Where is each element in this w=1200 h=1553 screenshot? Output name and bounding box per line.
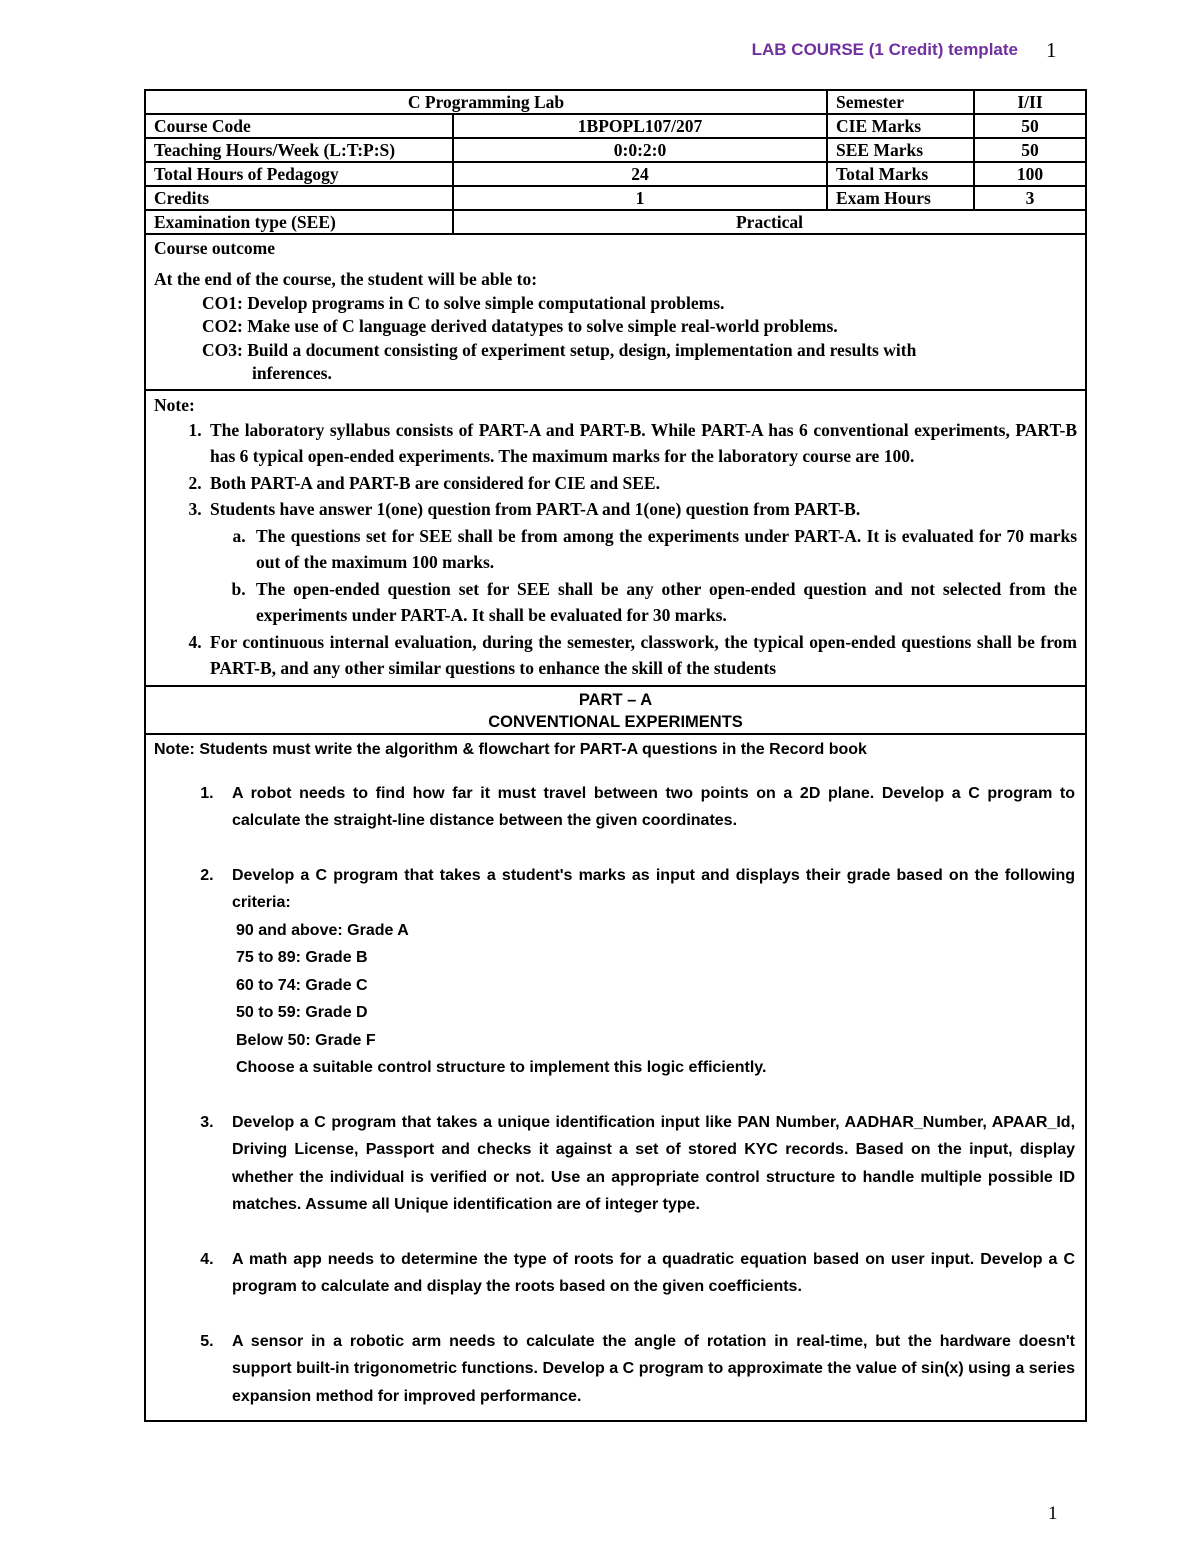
- grade-criteria-line: 60 to 74: Grade C: [236, 976, 368, 994]
- note-item: [206, 496, 1077, 629]
- note-item: 1. The laboratory syllabus consists of PART-A and PART-B. While PART-A has 6 conventional experiments, PART-B has 6 typical open-ended experiments. The maximum marks for the laboratory course are 100.: [206, 417, 1077, 470]
- course-outcome-row: [145, 234, 1086, 390]
- part-a-heading-row: [145, 686, 1086, 734]
- course-outcome-item: CO1: Develop programs in C to solve simple computational problems.: [202, 292, 725, 313]
- note-list: [154, 417, 1077, 682]
- pedagogy-hours-value: 24: [453, 162, 827, 186]
- grade-criteria-line: 90 and above: Grade A: [236, 921, 409, 939]
- credits-label: Credits: [145, 186, 453, 210]
- teaching-hours-label: Teaching Hours/Week (L:T:P:S): [145, 138, 453, 162]
- course-outcome-co3-cont: inferences.: [252, 363, 332, 383]
- exam-hours-label: Exam Hours: [827, 186, 974, 210]
- course-table: [144, 89, 1087, 1422]
- experiment-list: [154, 780, 1075, 1411]
- credits-row: [145, 186, 1086, 210]
- exam-hours-value: 3: [974, 186, 1086, 210]
- cie-marks-label: CIE Marks: [827, 114, 974, 138]
- course-outcome-list: [154, 292, 1077, 386]
- course-code-label: Course Code: [145, 114, 453, 138]
- course-title-row: [145, 90, 1086, 114]
- grade-criteria-line: Choose a suitable control structure to implement this logic efficiently.: [236, 1059, 767, 1076]
- grade-criteria-line: 75 to 89: Grade B: [236, 949, 368, 966]
- semester-value: I/II: [974, 90, 1086, 114]
- exam-type-row: [145, 210, 1086, 234]
- footer-page-number: 1: [1048, 1503, 1058, 1524]
- pedagogy-row: [145, 162, 1086, 186]
- part-a-subtitle: CONVENTIONAL EXPERIMENTS: [488, 712, 743, 731]
- exam-type-label: Examination type (SEE): [145, 210, 453, 234]
- course-outcome-heading: Course outcome: [154, 238, 276, 258]
- course-code-row: [145, 114, 1086, 138]
- part-a-heading-cell: [145, 686, 1086, 734]
- total-marks-label: Total Marks: [827, 162, 974, 186]
- teaching-hours-value: 0:0:2:0: [453, 138, 827, 162]
- credits-value: 1: [453, 186, 827, 210]
- pedagogy-hours-label: Total Hours of Pedagogy: [145, 162, 453, 186]
- semester-label: Semester: [827, 90, 974, 114]
- grade-criteria-line: Below 50: Grade F: [236, 1031, 376, 1049]
- note-sublist: [210, 523, 1077, 629]
- header-template-title: LAB COURSE (1 Credit) template: [751, 40, 1018, 59]
- course-outcome-item: CO2: Make use of C language derived datatypes to solve simple real-world problems.: [202, 316, 838, 336]
- course-outcome-cell: [145, 234, 1086, 390]
- course-outcome-intro: At the end of the course, the student will be able to:: [154, 269, 538, 289]
- note-row: [145, 390, 1086, 686]
- experiment-item: 5. A sensor in a robotic arm needs to calculate the angle of rotation in real-time, but the hardware doesn't support built-in trigonometric functions. Develop a C program to approximate the value of sin(x) using a series expansion method for improved performance.: [218, 1328, 1075, 1411]
- experiment-item: [218, 862, 1075, 1082]
- part-a-note: Note: Students must write the algorithm & flowchart for PART-A questions in the Record book: [154, 740, 867, 758]
- course-code-value: 1BPOPL107/207: [453, 114, 827, 138]
- note-subitem: a. The questions set for SEE shall be from among the experiments under PART-A. It is evaluated for 70 marks out of the maximum 100 marks.: [250, 523, 1077, 576]
- header-page-number: 1: [1046, 38, 1057, 62]
- total-marks-value: 100: [974, 162, 1086, 186]
- note-item: 4. For continuous internal evaluation, during the semester, classwork, the typical open-ended questions shall be from PART-B, and any other similar questions to enhance the skill of the students: [206, 629, 1077, 682]
- note-item: 2. Both PART-A and PART-B are considered for CIE and SEE.: [206, 470, 1077, 497]
- note-subitem: b. The open-ended question set for SEE shall be any other open-ended question and not selected from the experiments under PART-A. It shall be evaluated for 30 marks.: [250, 576, 1077, 629]
- grade-criteria-line: 50 to 59: Grade D: [236, 1004, 368, 1021]
- exam-type-value: Practical: [453, 210, 1086, 234]
- course-outcome-co3: CO3: Build a document consisting of experiment setup, design, implementation and results with: [202, 339, 917, 360]
- experiment-item: 1. A robot needs to find how far it must travel between two points on a 2D plane. Develop a C program to calculate the straight-line distance between the given coordinates.: [218, 780, 1075, 835]
- experiment-2-text: Develop a C program that takes a student's marks as input and displays their grade based on the following criteria:: [232, 866, 1076, 911]
- part-a-body-row: [145, 734, 1086, 1422]
- cie-marks-value: 50: [974, 114, 1086, 138]
- part-a-title: PART – A: [578, 690, 653, 709]
- teaching-hours-row: [145, 138, 1086, 162]
- experiment-item: 3. Develop a C program that takes a unique identification input like PAN Number, AADHAR_Number, APAAR_Id, Driving License, Passport and checks it against a set of stored KYC records. Based on the input, display whether the individual is verified or not. Use an appropriate control structure to handle multiple possible ID matches. Assume all Unique identification are of integer type.: [218, 1109, 1075, 1219]
- part-a-body-cell: [145, 734, 1086, 1422]
- see-marks-label: SEE Marks: [827, 138, 974, 162]
- note-item-3-text: Students have answer 1(one) question from PART-A and 1(one) question from PART-B.: [210, 499, 861, 519]
- note-cell: [145, 390, 1086, 686]
- course-outcome-item: [202, 339, 1077, 386]
- course-name: C Programming Lab: [145, 90, 827, 114]
- experiment-item: 4. A math app needs to determine the type of roots for a quadratic equation based on user input. Develop a C program to calculate and display the roots based on the given coefficients.: [218, 1246, 1075, 1301]
- note-heading: Note:: [154, 394, 195, 415]
- see-marks-value: 50: [974, 138, 1086, 162]
